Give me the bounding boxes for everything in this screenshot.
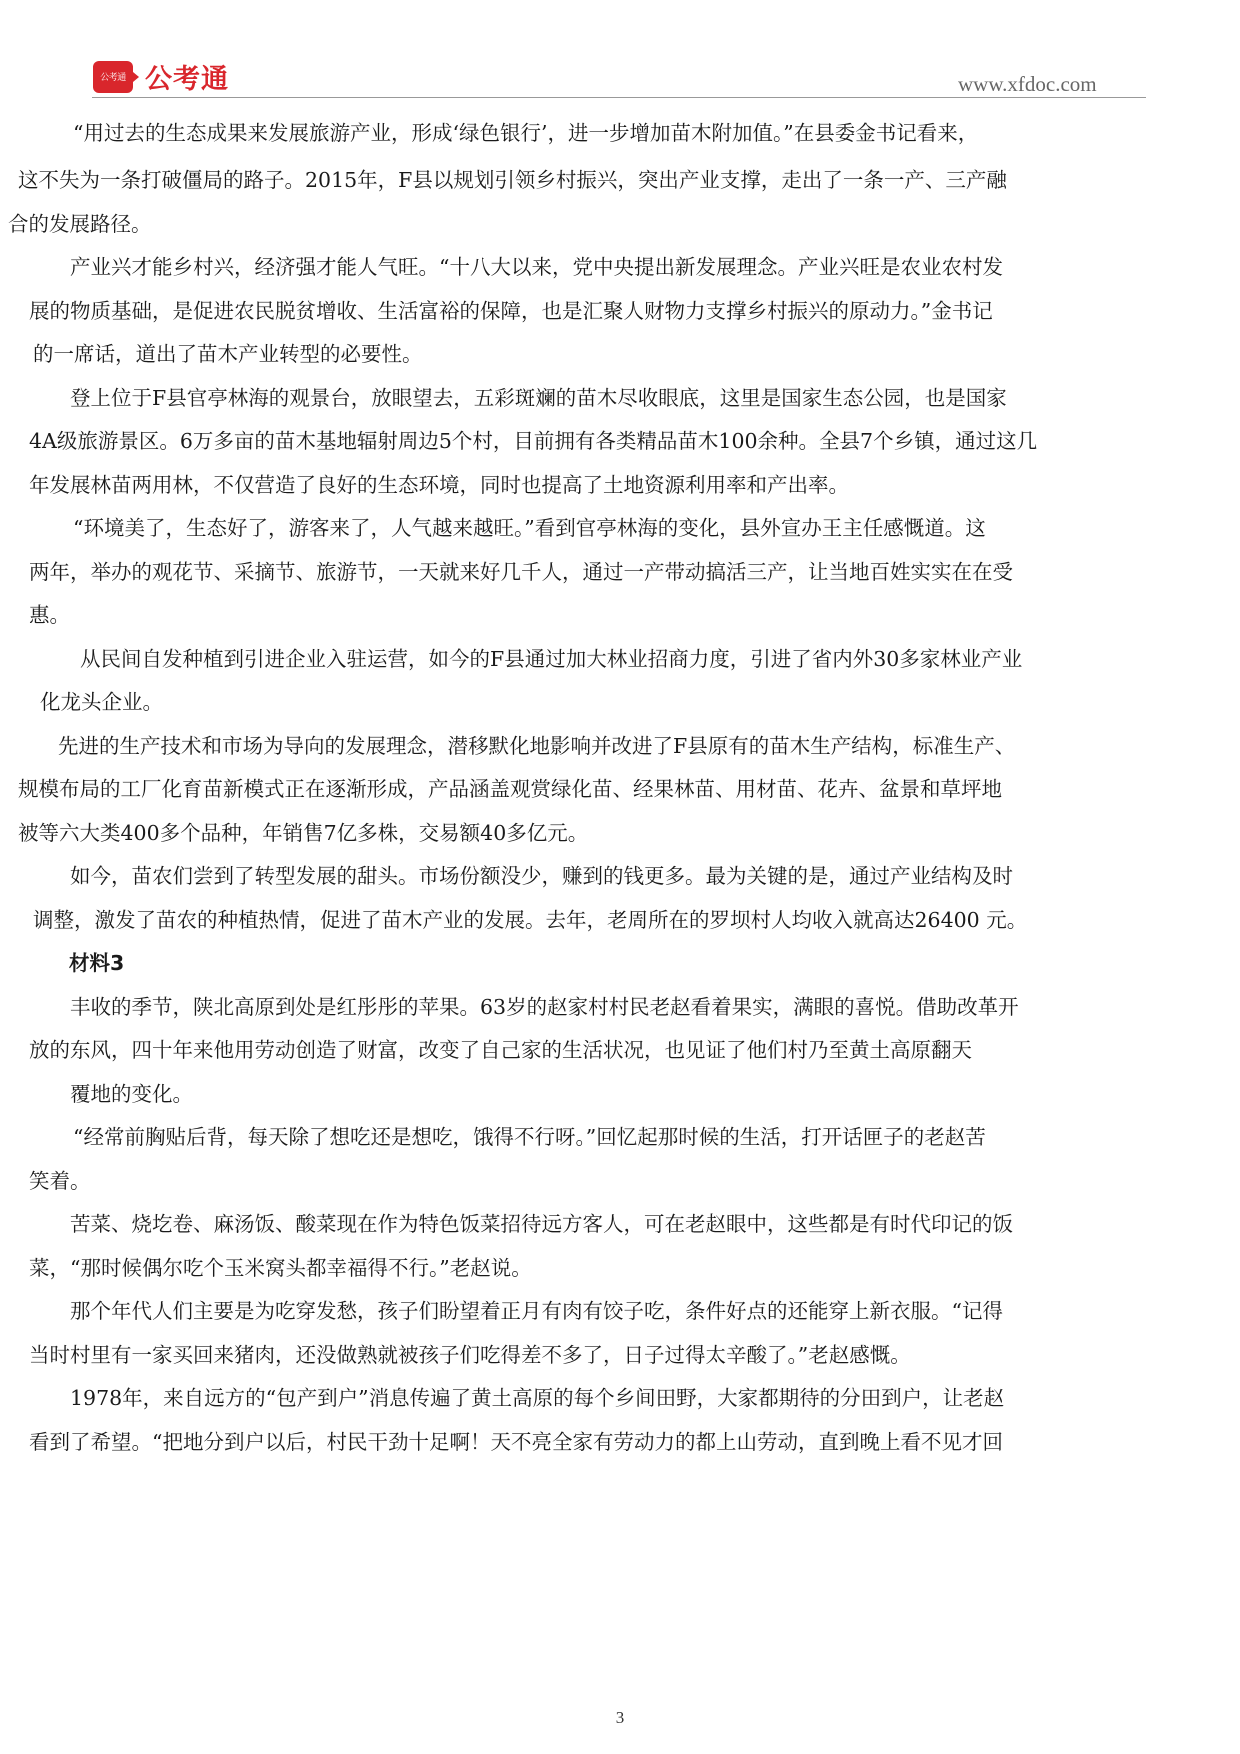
text-line: 的一席话，道出了苗木产业转型的必要性。 (33, 342, 423, 366)
text-line: 覆地的变化。 (70, 1082, 193, 1106)
text-line: 两年，举办的观花节、采摘节、旅游节，一天就来好几千人，通过一产带动搞活三产，让当地百姓实实在在受 (29, 560, 1013, 584)
text-line: 这不失为一条打破僵局的路子。2015年，F县以规划引领乡村振兴，突出产业支撑，走出了一条一产、三产融 (18, 168, 1007, 192)
text-line: 看到了希望。“把地分到户以后，村民干劲十足啊！天不亮全家有劳动力的都上山劳动，直到晚上看不见才回 (29, 1430, 1003, 1454)
logo-badge: 公考通 (93, 61, 133, 93)
page-header (0, 0, 1240, 100)
text-line: 登上位于F县官亭林海的观景台，放眼望去，五彩斑斓的苗木尽收眼底，这里是国家生态公园，也是国家 (70, 386, 1007, 410)
text-line: 合的发展路径。 (8, 212, 152, 236)
text-line: 苦菜、烧圪卷、麻汤饭、酸菜现在作为特色饭菜招待远方客人，可在老赵眼中，这些都是有时代印记的饭 (70, 1212, 1013, 1236)
text-line: 被等六大类400多个品种，年销售7亿多株，交易额40多亿元。 (18, 821, 589, 845)
text-line: 1978年，来自远方的“包产到户”消息传遍了黄土高原的每个乡间田野，大家都期待的分田到户，让老赵 (70, 1386, 1005, 1410)
page-number: 3 (615, 1708, 625, 1727)
header-divider (92, 97, 1146, 98)
text-line: 如今，苗农们尝到了转型发展的甜头。市场份额没少，赚到的钱更多。最为关键的是，通过产业结构及时 (70, 864, 1013, 888)
text-line: 惠。 (29, 603, 70, 627)
text-line: 规模布局的工厂化育苗新模式正在逐渐形成，产品涵盖观赏绿化苗、经果林苗、用材苗、花卉、盆景和草坪地 (18, 777, 1002, 801)
text-line: 菜，“那时候偶尔吃个玉米窝头都幸福得不行。”老赵说。 (29, 1256, 532, 1280)
site-url: www.xfdoc.com (958, 72, 1097, 96)
section-heading: 材料3 (69, 951, 125, 975)
logo-text: 公考通 (145, 64, 229, 95)
text-line: “环境美了，生态好了，游客来了，人气越来越旺。”看到官亭林海的变化，县外宣办王主任感慨道。这 (73, 516, 986, 540)
text-line: 产业兴才能乡村兴，经济强才能人气旺。“十八大以来，党中央提出新发展理念。产业兴旺是农业农村发 (70, 255, 1003, 279)
text-line: “经常前胸贴后背，每天除了想吃还是想吃，饿得不行呀。”回忆起那时候的生活，打开话匣子的老赵苦 (73, 1125, 986, 1149)
text-line: 化龙头企业。 (40, 690, 163, 714)
text-line: 那个年代人们主要是为吃穿发愁，孩子们盼望着正月有肉有饺子吃，条件好点的还能穿上新衣服。“记得 (70, 1299, 1003, 1323)
text-line: 笑着。 (29, 1169, 91, 1193)
logo (93, 57, 229, 96)
text-line: 4A级旅游景区。6万多亩的苗木基地辐射周边5个村，目前拥有各类精品苗木100余种。全县7个乡镇，通过这几 (29, 429, 1038, 453)
text-line: 年发展林苗两用林，不仅营造了良好的生态环境，同时也提高了土地资源利用率和产出率。 (29, 473, 849, 497)
text-line: 展的物质基础，是促进农民脱贫增收、生活富裕的保障，也是汇聚人财物力支撑乡村振兴的原动力。”金书记 (29, 299, 993, 323)
text-line: 放的东风，四十年来他用劳动创造了财富，改变了自己家的生活状况，也见证了他们村乃至黄土高原翻天 (29, 1038, 972, 1062)
text-line: 当时村里有一家买回来猪肉，还没做熟就被孩子们吃得差不多了，日子过得太辛酸了。”老赵感慨。 (29, 1343, 911, 1367)
text-line: 先进的生产技术和市场为导向的发展理念，潜移默化地影响并改进了F县原有的苗木生产结构，标准生产、 (58, 734, 1016, 758)
text-line: 调整，激发了苗农的种植热情，促进了苗木产业的发展。去年，老周所在的罗坝村人均收入就高达26400 元。 (33, 908, 1028, 932)
text-line: 丰收的季节，陕北高原到处是红彤彤的苹果。63岁的赵家村村民老赵看着果实，满眼的喜悦。借助改革开 (70, 995, 1019, 1019)
text-line: “用过去的生态成果来发展旅游产业，形成‘绿色银行’，进一步增加苗木附加值。”在县委金书记看来， (73, 121, 979, 145)
text-line: 从民间自发种植到引进企业入驻运营，如今的F县通过加大林业招商力度，引进了省内外30多家林业产业 (80, 647, 1023, 671)
